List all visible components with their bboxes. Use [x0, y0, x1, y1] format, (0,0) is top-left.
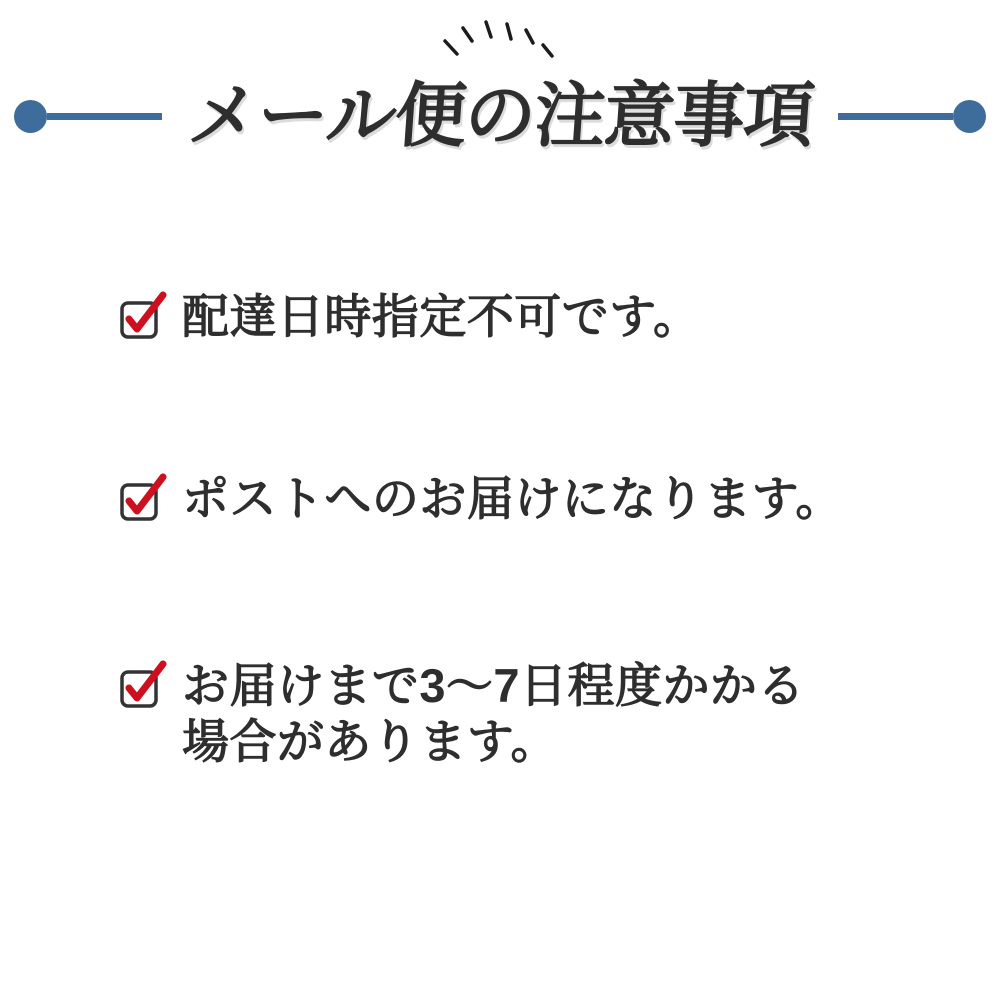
left-line-decoration: [14, 100, 162, 133]
checkbox-check-icon: [118, 471, 170, 523]
left-line: [47, 113, 162, 120]
item-text-line: 場合があります。: [182, 715, 558, 768]
page-title: メール便の注意事項: [184, 76, 816, 156]
item-text: [182, 289, 700, 345]
list-item-delivery-date: [118, 289, 980, 345]
item-text-line: ポストへのお届けになります。: [182, 472, 843, 525]
header: [0, 70, 1000, 162]
item-text-line: 配達日時指定不可です。: [182, 290, 701, 343]
item-text: [182, 658, 805, 770]
right-dot-icon: [953, 100, 986, 133]
list-item-post-delivery: [118, 471, 980, 527]
item-text-line: お届けまで3〜7日程度かかる: [182, 659, 805, 712]
right-line-decoration: [838, 100, 986, 133]
emphasis-rays-icon: [442, 14, 557, 60]
right-line: [838, 113, 953, 120]
checkbox-check-icon: [118, 658, 170, 710]
list-item-delivery-duration: [118, 658, 980, 770]
item-text: [182, 471, 843, 527]
checkbox-check-icon: [118, 289, 170, 341]
left-dot-icon: [14, 100, 47, 133]
